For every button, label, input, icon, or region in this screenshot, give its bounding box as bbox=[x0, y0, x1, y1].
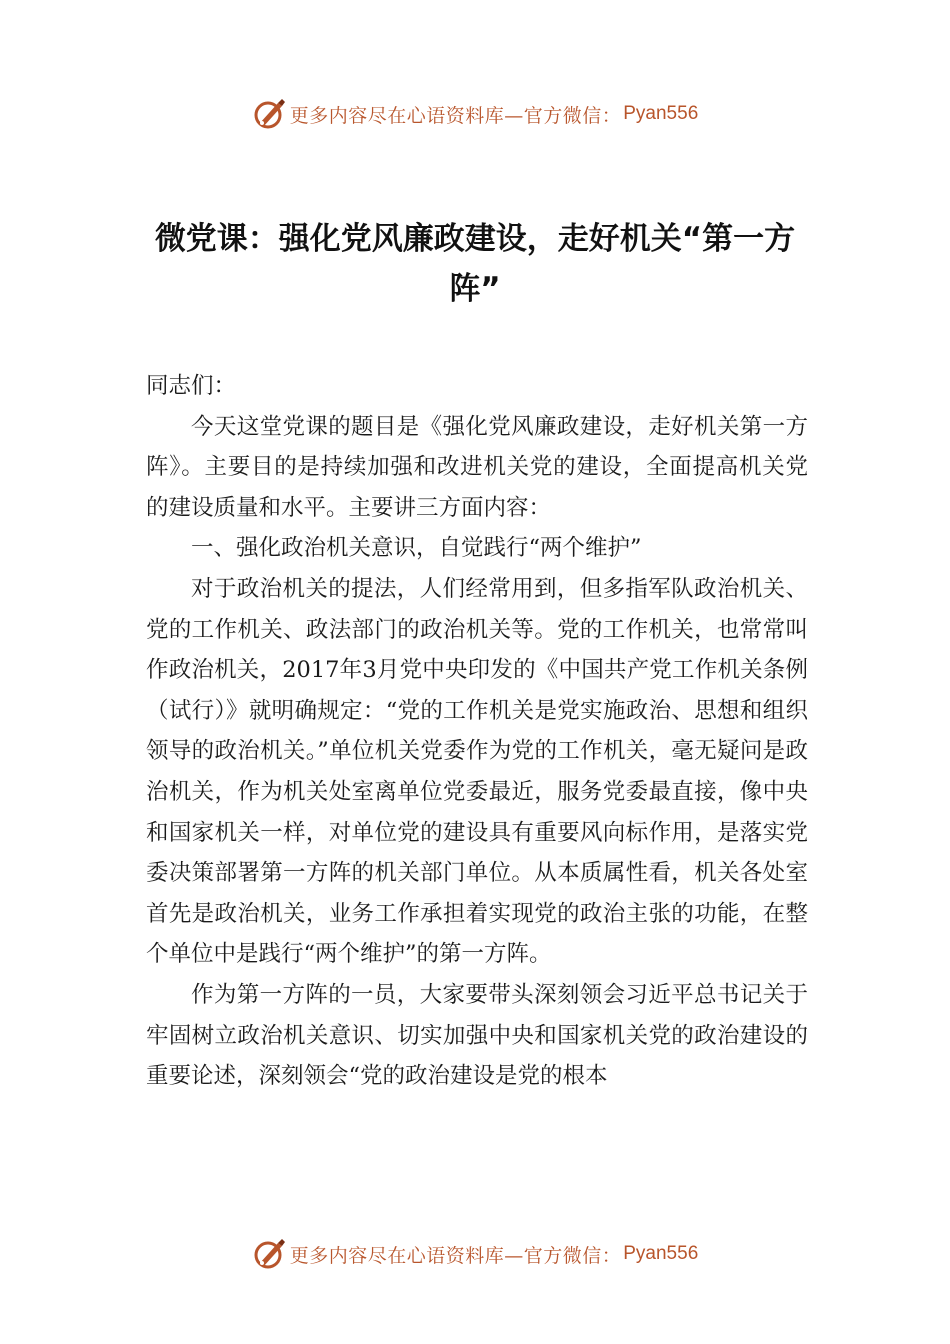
watermark-text: 更多内容尽在心语资料库—官方微信： bbox=[289, 1244, 622, 1267]
footer-watermark bbox=[0, 1234, 950, 1274]
pen-logo-icon bbox=[252, 97, 286, 131]
watermark-contact: Pyan556 bbox=[623, 103, 699, 124]
document-body bbox=[146, 366, 808, 1097]
document-title: 微党课：强化党风廉政建设，走好机关“第一方阵” bbox=[154, 221, 796, 307]
pen-logo-icon bbox=[252, 1237, 286, 1271]
salutation: 同志们： bbox=[146, 373, 237, 399]
header-watermark bbox=[0, 94, 950, 134]
watermark-contact: Pyan556 bbox=[623, 1243, 699, 1264]
watermark-text: 更多内容尽在心语资料库—官方微信： bbox=[289, 104, 622, 127]
paragraph-political-organ: 对于政治机关的提法，人们经常用到，但多指军队政治机关、党的工作机关、政法部门的政治机关等。党的工作机关，也常常叫作政治机关，2017年3月党中央印发的《中国共产党工作机关条例（试行）》就明确规定：“党的工作机关是党实施政治、思想和组织领导的政治机关。”单位机关党委作为党的工作机关，毫无疑问是政治机关，作为机关处室离单位党委最近，服务党委最直接，像中央和国家机关一样，对单位党的建设具有重要风向标作用，是落实党委决策部署第一方阵的机关部门单位。从本质属性看，机关各处室首先是政治机关，业务工作承担着实现党的政治主张的功能，在整个单位中是践行“两个维护”的第一方阵。 bbox=[146, 575, 808, 968]
section-heading-1: 一、强化政治机关意识，自觉践行“两个维护” bbox=[191, 535, 642, 562]
paragraph-intro: 今天这堂党课的题目是《强化党风廉政建设，走好机关第一方阵》。主要目的是持续加强和改进机关党的建设，全面提高机关党的建设质量和水平。主要讲三方面内容： bbox=[146, 413, 808, 521]
paragraph-first-phalanx: 作为第一方阵的一员，大家要带头深刻领会习近平总书记关于牢固树立政治机关意识、切实加强中央和国家机关党的政治建设的重要论述，深刻领会“党的政治建设是党的根本 bbox=[146, 981, 808, 1090]
